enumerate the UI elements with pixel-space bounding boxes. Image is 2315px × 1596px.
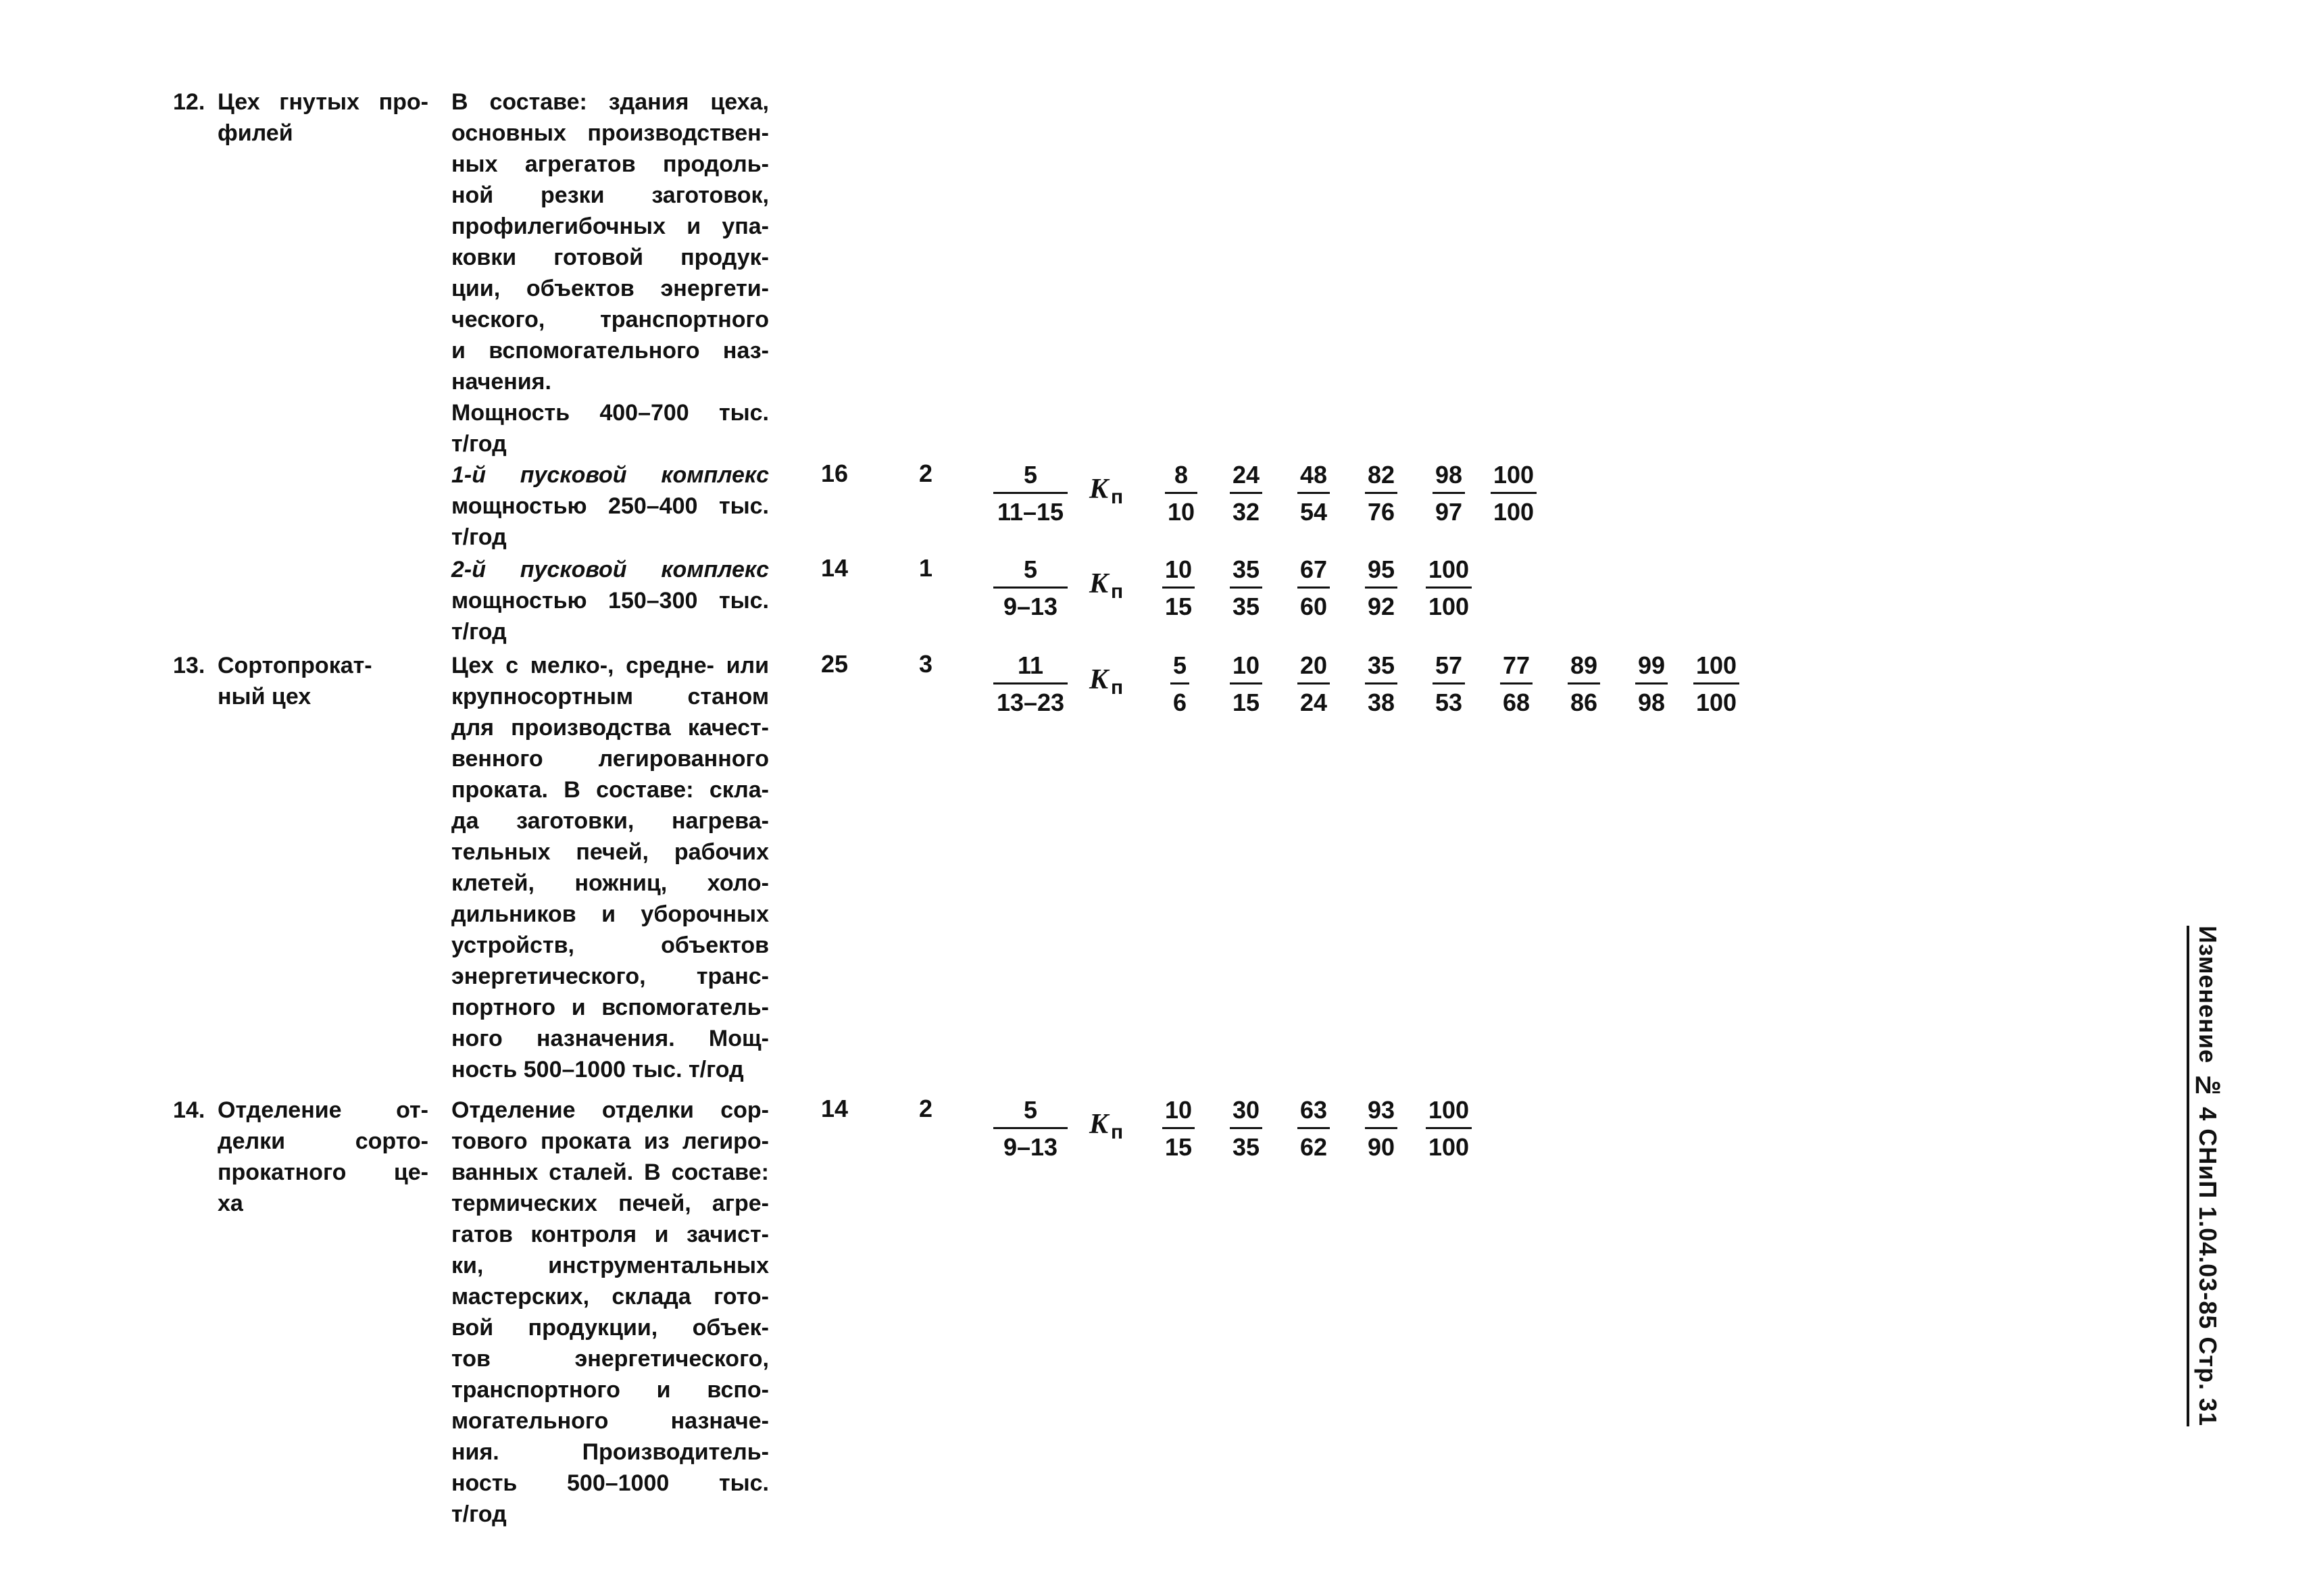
desc-line: Отделение отделки сор- xyxy=(451,1097,769,1123)
fraction-numerator: 95 xyxy=(1368,555,1395,583)
fraction-value xyxy=(1491,459,1537,528)
coefficient-subscript: п xyxy=(1111,486,1124,508)
fraction-value xyxy=(1297,459,1330,528)
desc-line: тельных печей, рабочих xyxy=(451,839,769,865)
desc-line: ния. Производитель- xyxy=(451,1439,769,1465)
fraction-value xyxy=(1297,650,1330,718)
desc-line: т/год xyxy=(451,1501,507,1527)
object-name xyxy=(218,650,428,712)
desc-line: мастерских, склада гото- xyxy=(451,1284,769,1310)
fraction-bar xyxy=(1693,682,1739,684)
fraction-denominator: 9–13 xyxy=(1003,593,1058,620)
desc-line: ных агрегатов продоль- xyxy=(451,151,769,177)
fraction-denominator: 90 xyxy=(1368,1133,1395,1161)
row-number: 12. xyxy=(173,89,205,115)
fraction-numerator: 5 xyxy=(1023,555,1038,583)
subrow-2 xyxy=(0,554,1824,645)
fraction-denominator: 86 xyxy=(1570,689,1598,716)
fraction-value xyxy=(1170,650,1189,718)
desc-line: т/год xyxy=(451,524,507,550)
subrow-description xyxy=(451,459,769,553)
fraction-bar xyxy=(1365,1127,1397,1129)
fraction-bar xyxy=(1365,492,1397,494)
fraction-value xyxy=(1365,650,1397,718)
name-line: Сортопрокат- xyxy=(218,653,372,678)
fraction-value xyxy=(1365,1095,1397,1163)
fraction-numerator: 20 xyxy=(1300,651,1328,679)
fraction-denominator: 100 xyxy=(1493,498,1535,526)
subrow-1 xyxy=(0,459,1824,550)
fraction-value xyxy=(1433,650,1465,718)
desc-line: крупносортным станом xyxy=(451,684,769,709)
coefficient-symbol xyxy=(1089,664,1123,699)
desc-line: могательного назначе- xyxy=(451,1408,769,1434)
value-a: 25 xyxy=(820,650,849,678)
fraction-numerator: 10 xyxy=(1233,651,1260,679)
name-line: Цех гнутых про- xyxy=(218,89,428,115)
fraction-numerator: 5 xyxy=(1023,1096,1038,1124)
desc-line: профилегибочных и упа- xyxy=(451,214,769,239)
row-number: 14. xyxy=(173,1097,205,1123)
desc-line: ческого, транспортного xyxy=(451,307,769,332)
fraction-value xyxy=(1162,554,1195,622)
fraction-denominator: 13–23 xyxy=(996,689,1065,716)
fraction-value xyxy=(1426,1095,1472,1163)
fraction-numerator: 10 xyxy=(1165,1096,1193,1124)
fraction-denominator: 15 xyxy=(1233,689,1260,716)
fraction-main xyxy=(993,459,1068,528)
fraction-bar xyxy=(1365,587,1397,589)
fraction-bar xyxy=(1568,682,1600,684)
fraction-numerator: 82 xyxy=(1368,461,1395,489)
fraction-denominator: 100 xyxy=(1428,593,1470,620)
coefficient-letter: K xyxy=(1089,1109,1109,1140)
fraction-numerator: 100 xyxy=(1493,461,1535,489)
desc-line: 1-й пусковой комплекс xyxy=(451,462,769,488)
fraction-numerator: 67 xyxy=(1300,555,1328,583)
fraction-numerator: 30 xyxy=(1233,1096,1260,1124)
value-a: 14 xyxy=(820,1095,849,1122)
fraction-denominator: 98 xyxy=(1638,689,1666,716)
fraction-numerator: 100 xyxy=(1428,1096,1470,1124)
running-header xyxy=(2187,926,2227,1439)
coefficient-subscript: п xyxy=(1111,1121,1124,1143)
coefficient-symbol xyxy=(1089,1108,1123,1144)
fraction-bar xyxy=(1162,587,1195,589)
desc-line: дильников и уборочных xyxy=(451,901,769,927)
name-line: Отделение от- xyxy=(218,1097,428,1123)
coefficient-symbol xyxy=(1089,473,1123,509)
fraction-denominator: 60 xyxy=(1300,593,1328,620)
fraction-denominator: 100 xyxy=(1428,1133,1470,1161)
fraction-denominator: 100 xyxy=(1696,689,1737,716)
fraction-numerator: 48 xyxy=(1300,461,1328,489)
fraction-numerator: 100 xyxy=(1696,651,1737,679)
fraction-main xyxy=(993,650,1068,718)
fraction-denominator: 24 xyxy=(1300,689,1328,716)
desc-line: проката. В составе: скла- xyxy=(451,777,769,803)
fraction-bar xyxy=(1297,1127,1330,1129)
fraction-bar xyxy=(1365,682,1397,684)
name-line: филей xyxy=(218,120,293,146)
fraction-numerator: 35 xyxy=(1233,555,1260,583)
fraction-denominator: 68 xyxy=(1503,689,1530,716)
fraction-denominator: 35 xyxy=(1233,1133,1260,1161)
object-description xyxy=(451,650,769,1085)
coefficient-subscript: п xyxy=(1111,676,1124,699)
desc-line: т/год xyxy=(451,619,507,645)
fraction-numerator: 100 xyxy=(1428,555,1470,583)
fraction-bar xyxy=(1230,682,1262,684)
desc-line: устройств, объектов xyxy=(451,932,769,958)
fraction-value xyxy=(1297,554,1330,622)
desc-line: 2-й пусковой комплекс xyxy=(451,557,769,582)
value-b: 2 xyxy=(918,1095,933,1122)
fraction-value xyxy=(1230,1095,1262,1163)
desc-line: да заготовки, нагрева- xyxy=(451,808,769,834)
fraction-bar xyxy=(1297,587,1330,589)
desc-line: и вспомогательного наз- xyxy=(451,338,769,364)
fraction-value xyxy=(1500,650,1533,718)
desc-line: клетей, ножниц, холо- xyxy=(451,870,769,896)
fraction-bar xyxy=(1297,682,1330,684)
fraction-denominator: 53 xyxy=(1435,689,1463,716)
desc-line: Мощность 400–700 тыс. xyxy=(451,400,769,426)
desc-line: тов энергетического, xyxy=(451,1346,769,1372)
object-description xyxy=(451,1095,769,1530)
fraction-value xyxy=(1230,650,1262,718)
fraction-value xyxy=(1230,459,1262,528)
fraction-bar xyxy=(1426,587,1472,589)
fraction-denominator: 38 xyxy=(1368,689,1395,716)
desc-line: ность 500–1000 тыс. xyxy=(451,1470,769,1496)
desc-line: начения. xyxy=(451,369,551,395)
fraction-numerator: 57 xyxy=(1435,651,1463,679)
fraction-denominator: 62 xyxy=(1300,1133,1328,1161)
fraction-value xyxy=(1635,650,1668,718)
fraction-bar xyxy=(1635,682,1668,684)
fraction-bar xyxy=(1170,682,1189,684)
desc-line: вой продукции, объек- xyxy=(451,1315,769,1341)
fraction-numerator: 5 xyxy=(1023,461,1038,489)
fraction-value xyxy=(1365,459,1397,528)
fraction-bar xyxy=(993,587,1068,589)
fraction-denominator: 15 xyxy=(1165,593,1193,620)
fraction-denominator: 15 xyxy=(1165,1133,1193,1161)
desc-line: для производства качест- xyxy=(451,715,769,741)
desc-line: мощностью 250–400 тыс. xyxy=(451,493,769,519)
fraction-numerator: 98 xyxy=(1435,461,1463,489)
desc-line: ность 500–1000 тыс. т/год xyxy=(451,1057,744,1082)
fraction-numerator: 93 xyxy=(1368,1096,1395,1124)
coefficient-letter: K xyxy=(1089,568,1109,599)
value-a: 14 xyxy=(820,554,849,582)
object-name xyxy=(218,1095,428,1219)
fraction-bar xyxy=(1426,1127,1472,1129)
value-b: 3 xyxy=(918,650,933,678)
fraction-denominator: 11–15 xyxy=(997,498,1064,526)
desc-line: ного назначения. Мощ- xyxy=(451,1026,769,1051)
fraction-bar xyxy=(1433,492,1465,494)
fraction-denominator: 54 xyxy=(1300,498,1328,526)
desc-line: мощностью 150–300 тыс. xyxy=(451,588,769,614)
desc-line: ной резки заготовок, xyxy=(451,182,769,208)
fraction-value xyxy=(1365,554,1397,622)
fraction-bar xyxy=(1230,587,1262,589)
fraction-value xyxy=(1162,1095,1195,1163)
fraction-numerator: 11 xyxy=(1017,651,1044,679)
fraction-bar xyxy=(1491,492,1537,494)
desc-line: ции, объектов энергети- xyxy=(451,276,769,301)
fraction-value xyxy=(1433,459,1465,528)
fraction-numerator: 35 xyxy=(1368,651,1395,679)
fraction-numerator: 10 xyxy=(1165,555,1193,583)
fraction-bar xyxy=(1165,492,1197,494)
object-name xyxy=(218,86,428,149)
fraction-value xyxy=(1165,459,1197,528)
desc-line: ки, инструментальных xyxy=(451,1253,769,1278)
fraction-bar xyxy=(1230,1127,1262,1129)
value-b: 1 xyxy=(918,554,933,582)
fraction-bar xyxy=(993,682,1068,684)
name-line: ный цех xyxy=(218,684,312,709)
fraction-numerator: 77 xyxy=(1503,651,1530,679)
fraction-value xyxy=(1568,650,1600,718)
desc-line: тового проката из легиро- xyxy=(451,1128,769,1154)
name-line: прокатного це- xyxy=(218,1159,428,1185)
coefficient-symbol xyxy=(1089,568,1123,603)
fraction-denominator: 6 xyxy=(1173,689,1187,716)
fraction-bar xyxy=(1500,682,1533,684)
fraction-bar xyxy=(1162,1127,1195,1129)
fraction-bar xyxy=(1433,682,1465,684)
desc-line: транспортного и вспо- xyxy=(451,1377,769,1403)
coefficient-subscript: п xyxy=(1111,580,1124,603)
name-line: делки сорто- xyxy=(218,1128,428,1154)
desc-line: гатов контроля и зачист- xyxy=(451,1222,769,1247)
fraction-numerator: 24 xyxy=(1233,461,1260,489)
fraction-value xyxy=(1426,554,1472,622)
desc-line: ванных сталей. В составе: xyxy=(451,1159,769,1185)
desc-line: портного и вспомогатель- xyxy=(451,995,769,1020)
subrow-description xyxy=(451,554,769,647)
fraction-denominator: 92 xyxy=(1368,593,1395,620)
fraction-main xyxy=(993,1095,1068,1163)
fraction-bar xyxy=(1230,492,1262,494)
fraction-bar xyxy=(1297,492,1330,494)
fraction-denominator: 10 xyxy=(1168,498,1195,526)
desc-line: энергетического, транс- xyxy=(451,964,769,989)
row-number: 13. xyxy=(173,653,205,678)
fraction-value xyxy=(1230,554,1262,622)
fraction-numerator: 99 xyxy=(1638,651,1666,679)
value-a: 16 xyxy=(820,459,849,487)
fraction-bar xyxy=(993,1127,1068,1129)
fraction-bar xyxy=(993,492,1068,494)
fraction-denominator: 97 xyxy=(1435,498,1463,526)
fraction-numerator: 89 xyxy=(1570,651,1598,679)
coefficient-letter: K xyxy=(1089,474,1109,505)
fraction-value xyxy=(1297,1095,1330,1163)
fraction-denominator: 32 xyxy=(1233,498,1260,526)
desc-line: термических печей, агре- xyxy=(451,1191,769,1216)
fraction-denominator: 76 xyxy=(1368,498,1395,526)
fraction-denominator: 9–13 xyxy=(1003,1133,1058,1161)
desc-line: ковки готовой продук- xyxy=(451,245,769,270)
running-header-text: Изменение № 4 СНиП 1.04.03-85 Стр. 31 xyxy=(2187,926,2222,1426)
desc-line: т/год xyxy=(451,431,507,457)
desc-line: основных производствен- xyxy=(451,120,769,146)
coefficient-letter: K xyxy=(1089,664,1109,695)
desc-line: венного легированного xyxy=(451,746,769,772)
fraction-numerator: 63 xyxy=(1300,1096,1328,1124)
name-line: ха xyxy=(218,1191,243,1216)
fraction-numerator: 5 xyxy=(1173,651,1187,679)
value-b: 2 xyxy=(918,459,933,487)
fraction-denominator: 35 xyxy=(1233,593,1260,620)
desc-line: Цех с мелко-, средне- или xyxy=(451,653,769,678)
fraction-main xyxy=(993,554,1068,622)
desc-line: В составе: здания цеха, xyxy=(451,89,769,115)
fraction-numerator: 8 xyxy=(1174,461,1189,489)
object-description xyxy=(451,86,769,459)
fraction-value xyxy=(1693,650,1739,718)
